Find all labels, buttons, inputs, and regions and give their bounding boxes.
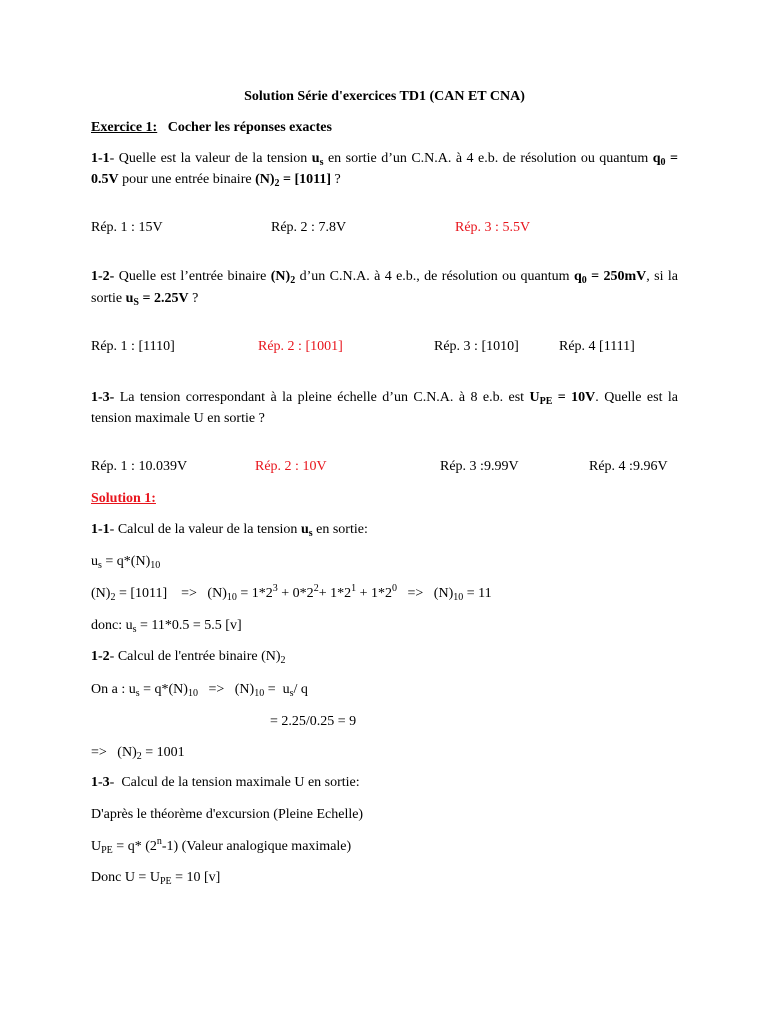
question-text: ? bbox=[188, 291, 199, 306]
page-title-text: Solution Série d'exercices TD1 (CAN ET CNA) bbox=[244, 89, 525, 104]
formula-part: U bbox=[91, 839, 102, 854]
question-text: pour une entrée binaire bbox=[118, 172, 256, 187]
symbol-us-value: = 2.25V bbox=[138, 291, 189, 306]
symbol-us: u bbox=[311, 151, 320, 166]
formula-sub: s bbox=[289, 688, 294, 699]
question-number: 1-1 bbox=[91, 151, 110, 166]
answer-option[interactable]: Rép. 4 [1111] bbox=[559, 339, 635, 354]
formula-sub: 10 bbox=[187, 688, 198, 699]
solution-step-1-1 bbox=[91, 521, 678, 538]
formula-result-1-3 bbox=[91, 869, 678, 886]
formula-sub: PE bbox=[101, 845, 113, 856]
answers-1-3 bbox=[0, 458, 768, 475]
symbol-n2: (N) bbox=[270, 269, 291, 284]
question-number: 1-3- bbox=[91, 390, 115, 405]
question-1-2 bbox=[91, 266, 678, 310]
question-1-1 bbox=[91, 148, 678, 190]
question-text: d’un C.N.A. à 4 e.b., de résolution ou quantum bbox=[295, 269, 574, 284]
formula-sub: 10 bbox=[453, 592, 464, 603]
step-number: 1-2 bbox=[91, 649, 110, 664]
question-text: , si la sortie bbox=[91, 269, 679, 306]
formula-sub: 2 bbox=[136, 751, 142, 762]
question-text: ? bbox=[331, 172, 341, 187]
page-title bbox=[91, 88, 678, 105]
exercise-heading bbox=[91, 119, 678, 136]
formula-part: -1) (Valeur analogique maximale) bbox=[161, 839, 352, 854]
step-text: - Calcul de la valeur de la tension bbox=[109, 522, 301, 537]
formula-part: = q*(N) bbox=[139, 682, 188, 697]
step-number: 1-1 bbox=[91, 522, 110, 537]
answer-option[interactable]: Rép. 1 : 15V bbox=[91, 220, 163, 235]
formula-part: = 10 [v] bbox=[171, 870, 221, 885]
formula-part: + 1*2 bbox=[356, 586, 392, 601]
formula-part: => (N) bbox=[397, 586, 454, 601]
formula-part: = 1*2 bbox=[236, 586, 273, 601]
formula-sub: 10 bbox=[254, 688, 265, 699]
formula-part: = q* (2 bbox=[112, 839, 157, 854]
step-text: en sortie: bbox=[312, 522, 368, 537]
question-1-3 bbox=[91, 387, 678, 429]
formula-part: => (N) bbox=[197, 682, 255, 697]
symbol-n2-sub: 2 bbox=[290, 275, 296, 286]
formula-part: = [1011] => (N) bbox=[115, 586, 227, 601]
question-text: Quelle est l’entrée binaire bbox=[114, 269, 271, 284]
formula-sub: 10 bbox=[150, 560, 161, 571]
formula-sup: 2 bbox=[313, 583, 319, 594]
formula-sub: s bbox=[135, 688, 140, 699]
formula-sub: PE bbox=[159, 876, 172, 887]
formula-part: donc: u bbox=[91, 618, 133, 633]
symbol-us-sub: S bbox=[133, 297, 139, 308]
formula-part: + 0*2 bbox=[277, 586, 314, 601]
formula-part: = 11 bbox=[463, 586, 492, 601]
symbol-upe-value: = 10V bbox=[552, 390, 596, 405]
solution-heading: Solution 1: bbox=[91, 491, 156, 506]
answer-option-correct[interactable]: Rép. 2 : [1001] bbox=[258, 339, 343, 354]
answer-option[interactable]: Rép. 3 :9.99V bbox=[440, 459, 519, 474]
answers-1-2 bbox=[0, 338, 768, 355]
formula-part: = q*(N) bbox=[101, 554, 151, 569]
answer-option[interactable]: Rép. 3 : [1010] bbox=[434, 339, 519, 354]
formula-result-1-1 bbox=[91, 617, 678, 634]
question-text: . Quelle est la tension maximale U en sortie ? bbox=[91, 390, 679, 426]
exercise-instruction: Cocher les réponses exactes bbox=[167, 120, 332, 135]
formula-part: => (N) bbox=[91, 745, 137, 760]
step-text: - Calcul de l'entrée binaire (N) bbox=[109, 649, 281, 664]
question-number: 1-2- bbox=[91, 269, 115, 284]
formula-sub: 2 bbox=[110, 592, 116, 603]
symbol-q0: q bbox=[573, 269, 582, 284]
theorem-line bbox=[91, 806, 678, 823]
answer-option-correct[interactable]: Rép. 2 : 10V bbox=[255, 459, 327, 474]
symbol-upe-sub: PE bbox=[539, 396, 553, 407]
symbol-n2: (N) bbox=[255, 172, 275, 187]
formula-part: / q bbox=[293, 682, 308, 697]
symbol-q0-value: = 0.5V bbox=[91, 151, 678, 187]
symbol-n2-value: = [1011] bbox=[279, 172, 332, 187]
formula-part: On a : u bbox=[91, 682, 136, 697]
formula-result-1-2 bbox=[91, 744, 678, 761]
formula-part: = u bbox=[264, 682, 290, 697]
answer-option[interactable]: Rép. 2 : 7.8V bbox=[271, 220, 347, 235]
answer-option-correct[interactable]: Rép. 3 : 5.5V bbox=[455, 220, 531, 235]
answer-option[interactable]: Rép. 1 : [1110] bbox=[91, 339, 175, 354]
formula-sub: s bbox=[98, 560, 102, 571]
formula-part: = 2.25/0.25 = 9 bbox=[270, 714, 357, 729]
exercise-label: Exercice 1: bbox=[91, 120, 158, 135]
formula-part: (N) bbox=[91, 586, 111, 601]
formula-upe bbox=[91, 838, 678, 855]
formula-part: Donc U = U bbox=[91, 870, 160, 885]
formula-sup: 1 bbox=[351, 583, 357, 594]
formula-division bbox=[270, 713, 570, 730]
step-number: 1-3 bbox=[91, 775, 110, 790]
formula-sub: 10 bbox=[226, 592, 237, 603]
formula-part: + 1*2 bbox=[318, 586, 352, 601]
symbol-upe: U bbox=[529, 390, 540, 405]
formula-part: D'après le théorème d'excursion (Pleine Echelle) bbox=[91, 807, 364, 822]
solution-step-1-3 bbox=[91, 774, 678, 791]
formula-sup: 3 bbox=[272, 583, 278, 594]
symbol-us-sub: s bbox=[319, 157, 324, 168]
symbol-us-sub: s bbox=[308, 528, 313, 539]
formula-us bbox=[91, 553, 678, 570]
symbol-us: u bbox=[300, 522, 309, 537]
step-text: - Calcul de la tension maximale U en sortie: bbox=[109, 775, 360, 790]
formula-sup: 0 bbox=[392, 583, 397, 594]
solution-step-1-2 bbox=[91, 648, 678, 665]
answer-option[interactable]: Rép. 4 :9.96V bbox=[589, 459, 668, 474]
question-text: La tension correspondant à la pleine échelle d’un C.N.A. à 8 e.b. est bbox=[114, 390, 530, 405]
formula-on-a bbox=[91, 681, 678, 698]
symbol-q0-value: = 250mV bbox=[586, 269, 647, 284]
symbol-n2-sub: 2 bbox=[274, 178, 280, 189]
formula-sup: n bbox=[156, 836, 162, 847]
formula-part: u bbox=[91, 554, 98, 569]
symbol-q0-sub: 0 bbox=[581, 275, 587, 286]
formula-binary-conversion bbox=[91, 585, 678, 602]
answers-1-1 bbox=[0, 219, 768, 236]
formula-part: = 11*0.5 = 5.5 [v] bbox=[136, 618, 242, 633]
question-text: en sortie d’un C.N.A. à 4 e.b. de résolution ou quantum bbox=[323, 151, 653, 166]
symbol-q0: q bbox=[652, 151, 661, 166]
question-text: - Quelle est la valeur de la tension bbox=[109, 151, 312, 166]
formula-part: = 1001 bbox=[141, 745, 185, 760]
answer-option[interactable]: Rép. 1 : 10.039V bbox=[91, 459, 188, 474]
symbol-q0-sub: 0 bbox=[660, 157, 666, 168]
symbol-us: u bbox=[125, 291, 134, 306]
formula-sub: 2 bbox=[280, 655, 286, 666]
formula-sub: s bbox=[132, 624, 137, 635]
